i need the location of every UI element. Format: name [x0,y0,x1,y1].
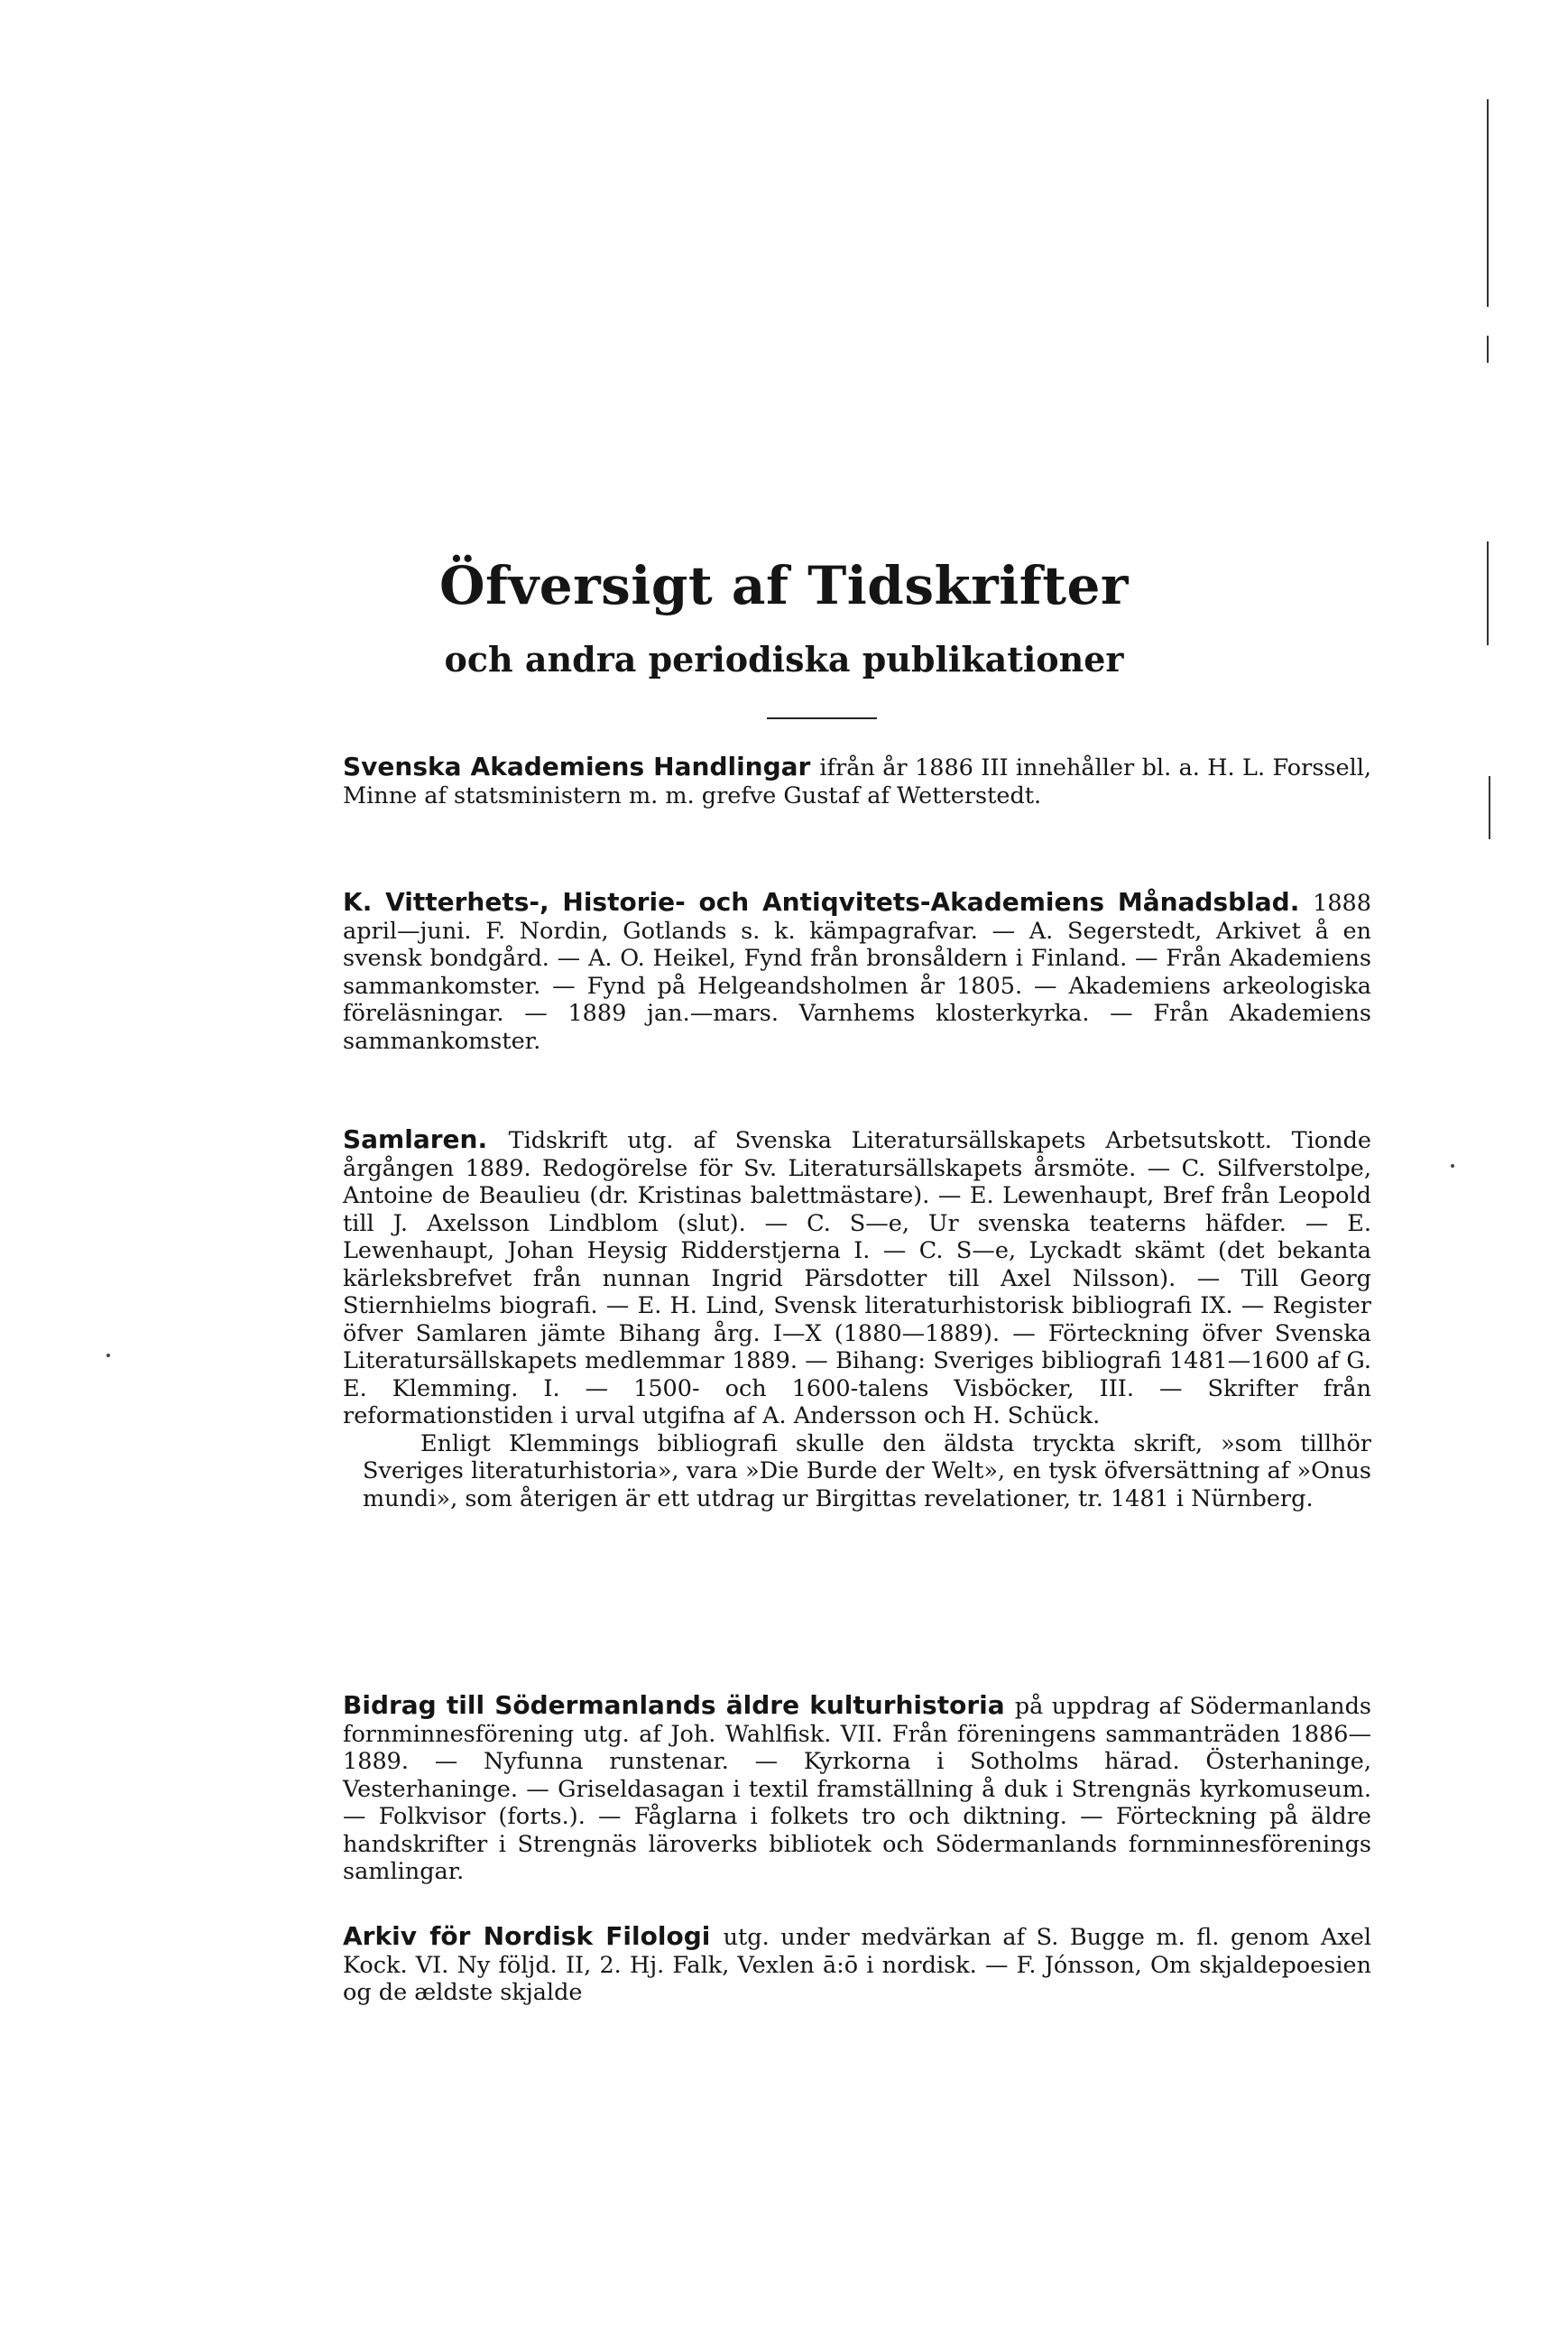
margin-mark [1489,776,1490,839]
scan-speck [106,1354,110,1357]
title-divider [767,717,877,719]
entry-text: 1888 april—juni. F. Nordin, Gotlands s. k. kämpagrafvar. — A. Segerstedt, Arkivet å en svensk bondgård. — A. O. Heikel, Fynd från bronsåldern i Finland. — Från Akademiens sammankomster. — Fynd på Helgeandsholmen år 1805. — Akademiens arkeologiska föreläsningar. — 1889 jan.—mars. Varnhems klosterkyrka. — Från Akademiens sammankomster. [343,890,1371,1055]
entry-note [343,1430,1371,1513]
page-title: Öfversigt af Tidskrifter [439,555,1129,616]
entry-samlaren [343,1126,1371,1512]
scan-speck [1451,1164,1454,1168]
entry-arkiv-nordisk-filologi [343,1923,1371,2007]
entry-text: utg. under medvärkan af S. Bugge m. fl. genom Axel Kock. VI. Ny följd. II, 2. Hj. Falk, Vexlen ā:ō i nordisk. — F. Jónsson, Om skjaldepoesien og de ældste skjalde [343,1924,1371,2006]
entry-heading: Samlaren. [343,1124,509,1154]
page-subtitle: och andra periodiska publikationer [444,639,1124,680]
entry-text: ifrån år 1886 III innehåller bl. a. H. L. Forssell, Minne af statsministern m. m. grefve Gustaf af Wetterstedt. [343,754,1371,809]
margin-mark [1487,99,1489,307]
entry-heading: Bidrag till Södermanlands äldre kulturhistoria [343,1690,1015,1720]
entry-text: Tidskrift utg. af Svenska Literatursällskapets Arbetsutskott. Tionde årgången 1889. Redogörelse för Sv. Literatursällskapets årsmöte. — C. Silfverstolpe, Antoine de Beaulieu (dr. Kristinas balettmästare). — E. Lewenhaupt, Bref från Leopold till J. Axelsson Lindblom (slut). — C. S—e, Ur svenska teaterns häfder. — E. Lewenhaupt, Johan Heysig Ridderstjerna I. — C. S—e, Lyckadt skämt (det bekanta kärleksbrefvet från nunnan Ingrid Pärsdotter till Axel Nilsson). — Till Georg Stiernhielms biografi. — E. H. Lind, Svensk literaturhistorisk bibliografi IX. — Register öfver Samlaren jämte Bihang årg. I—X (1880—1889). — Förteckning öfver Svenska Literatursällskapets medlemmar 1889. — Bihang: Sveriges bibliografi 1481—1600 af G. E. Klemming. I. — 1500- och 1600-talens Visböcker, III. — Skrifter från reformationstiden i urval utgifna af A. Andersson och H. Schück. [343,1127,1371,1429]
entry-sodermanland [343,1692,1371,1886]
entry-heading: K. Vitterhets-, Historie- och Antiqvitets-Akademiens Månadsblad. [343,887,1314,917]
entry-note-text: Enligt Klemmings bibliografi skulle den äldsta tryckta skrift, »som tillhör Sveriges literaturhistoria», vara »Die Burde der Welt», en tysk öfversättning af »Onus mundi», som återigen är ett utdrag ur Birgittas revelationer, tr. 1481 i Nürnberg. [363,1429,1371,1512]
entry-heading: Arkiv för Nordisk Filologi [343,1921,724,1951]
entry-heading: Svenska Akademiens Handlingar [343,752,820,781]
entry-vitterhets-akademien [343,889,1371,1055]
entry-text: på uppdrag af Södermanlands fornminnesförening utg. af Joh. Wahlfisk. VII. Från föreningens sammanträden 1886—1889. — Nyfunna runstenar. — Kyrkorna i Sotholms härad. Österhaninge, Vesterhaninge. — Griseldasagan i textil framställning å duk i Strengnäs kyrkomuseum. — Folkvisor (forts.). — Fåglarna i folkets tro och diktning. — Förteckning på äldre handskrifter i Strengnäs läroverks bibliotek och Södermanlands fornminnesförenings samlingar. [343,1693,1371,1885]
entry-svenska-akademien [343,753,1371,809]
margin-mark [1487,336,1489,363]
